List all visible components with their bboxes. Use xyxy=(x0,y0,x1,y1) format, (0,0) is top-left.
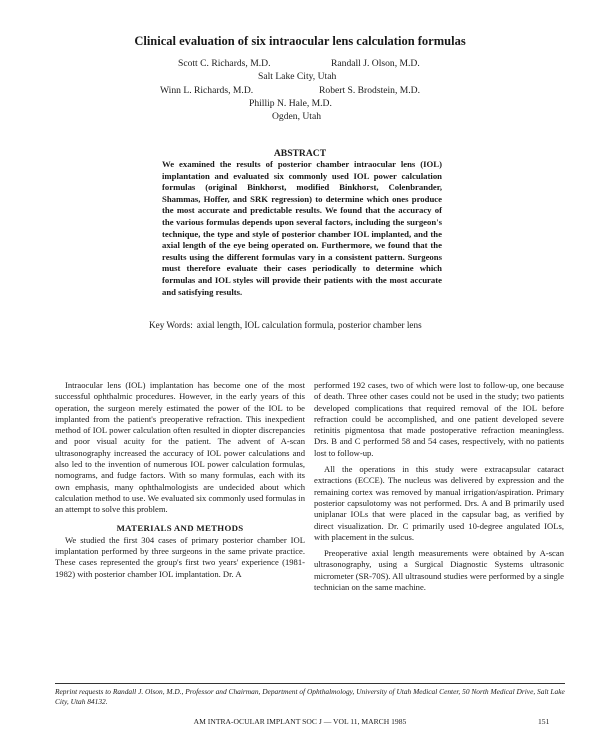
keywords xyxy=(149,319,449,331)
abstract-text: We examined the results of posterior chamber intraocular lens (IOL) implantation and evaluated six commonly used IOL power calculation formulas (original Binkhorst, modified Binkhorst, Colenbrander, Shammas, Hoffer, and SRK regression) to determine which ones produce the most accurate and predictable results. We found that the accuracy of the various formulas depends upon several factors, including the surgeon's technique, the type and style of posterior chamber IOL implanted, and the axial length of the eye being operated on. Furthermore, we found that the results using the different formulas vary in a consistent pattern. Surgeons must therefore evaluate their cases periodically to determine which formulas and IOL styles will provide their patients with the most accurate and satisfying results. xyxy=(162,159,442,297)
footnote-divider xyxy=(55,683,565,684)
author-name: Winn L. Richards, M.D. xyxy=(160,85,254,96)
author-name: Scott C. Richards, M.D. xyxy=(178,58,271,69)
author-location: Salt Lake City, Utah xyxy=(258,71,337,82)
body-paragraph: All the operations in this study were extracapsular cataract extractions (ECCE). The nucleus was delivered by expression and the remaining cortex was removed by manual irrigation/aspiration. Primary posterior capsulotomy was not performed. Drs. A and B primarily used uniplanar IOLs that were placed in the capsular bag, as verified by direct visualization. Dr. C primarily used 10-degree angulated IOLs, with placement in the sulcus. xyxy=(314,464,564,542)
right-column xyxy=(314,380,564,593)
keywords-label: Key Words: xyxy=(149,320,193,330)
body-paragraph: We studied the first 304 cases of primary posterior chamber IOL implantation performed by three surgeons in the same private practice. These cases represented the group's first two years' experience (1981-1982) with posterior chamber IOL implantation. Dr. A xyxy=(55,534,305,579)
body-paragraph: Intraocular lens (IOL) implantation has become one of the most successful ophthalmic procedures. However, in the early years of this operation, the surgeon merely estimated the power of the IOL to be implanted from the patient's preoperative refraction. This inexpedient method of IOL power calculation often resulted in diopter discrepancies and poor visual acuity for the patient. The advent of A-scan ultrasonography increased the accuracy of IOL power calculations and also led to the invention of numerous IOL power calculation formulas, nomograms, and fudge factors. With so many formulas, each with its own emphasis, many ophthalmologists are undecided about which calculation method to use. We evaluated six commonly used formulas in an attempt to solve this problem. xyxy=(55,380,305,515)
reprint-footnote: Reprint requests to Randall J. Olson, M.D., Professor and Chairman, Department of Ophthalmology, University of Utah Medical Center, 50 North Medical Drive, Salt Lake City, Utah 84132. xyxy=(55,687,565,706)
section-heading: MATERIALS AND METHODS xyxy=(116,522,244,533)
keywords-text: axial length, IOL calculation formula, posterior chamber lens xyxy=(196,320,422,330)
body-paragraph: performed 192 cases, two of which were lost to follow-up, one because of death. Three other cases could not be used in the study; two patients developed complications that required removal of the IOL before refraction could be accomplished, and one patient developed severe retinitis pigmentosa that made postoperative refraction meaningless. Drs. B and C performed 58 and 54 cases, respectively, with no patients lost to follow-up. xyxy=(314,380,564,458)
body-paragraph: Preoperative axial length measurements were obtained by A-scan ultrasonography, using a Surgical Diagnostic Systems ultrasonic micrometer (SR-70S). All ultrasound studies were performed by a single technician on the same machine. xyxy=(314,548,564,593)
left-column xyxy=(55,380,305,580)
author-name: Robert S. Brodstein, M.D. xyxy=(319,85,421,96)
journal-citation: AM INTRA-OCULAR IMPLANT SOC J — VOL 11, MARCH 1985 xyxy=(193,717,407,726)
page-number: 151 xyxy=(538,717,550,726)
author-name: Randall J. Olson, M.D. xyxy=(331,58,420,69)
author-location: Ogden, Utah xyxy=(272,111,322,122)
abstract-heading: ABSTRACT xyxy=(273,148,327,159)
article-title: Clinical evaluation of six intraocular lens calculation formulas xyxy=(134,34,466,48)
author-name: Phillip N. Hale, M.D. xyxy=(249,98,332,109)
